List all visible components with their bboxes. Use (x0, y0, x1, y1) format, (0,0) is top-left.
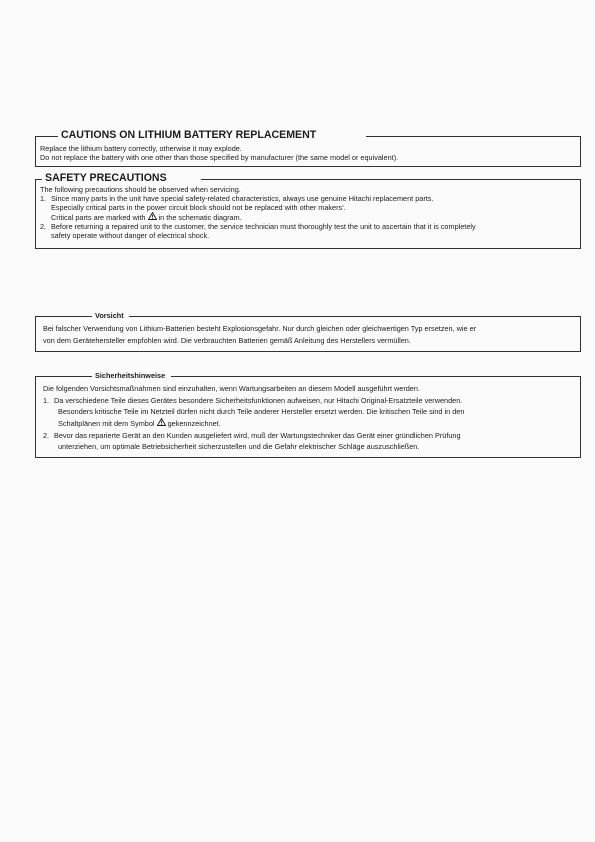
safety-item-1-line-1: Since many parts in the unit have special safety-related characteristics, always use genuine Hitachi replacement parts. (51, 194, 434, 203)
vorsicht-rule-left (35, 316, 93, 317)
sicherheitshinweise-item-1-line-3-post: gekennzeichnet. (167, 419, 221, 428)
sicherheitshinweise-item-1-line-3 (58, 418, 221, 430)
lithium-caution-rule-right (366, 136, 581, 137)
sicherheitshinweise-rule-right (171, 376, 581, 377)
vorsicht-line-2: von dem Gerätehersteller empfohlen wird. Die verbrauchten Batterien gemäß Anleitung des Herstellers vermüllen. (43, 336, 411, 345)
sicherheitshinweise-item-1-line-1: Da verschiedene Teile dieses Gerätes besondere Sicherheitsfunktionen aufweisen, nur Hitachi Original-Ersatzteile verwenden. (54, 396, 463, 405)
safety-item-1-line-3-post: in the schematic diagram. (158, 213, 242, 222)
sicherheitshinweise-item-2-line-2: unterziehen, um optimale Betriebsicherheit sicherzustellen und die Gefahr elektrischer Schläge auszuschließen. (58, 442, 420, 451)
safety-item-2-number: 2. (40, 222, 47, 231)
sicherheitshinweise-item-2-number: 2. (43, 431, 50, 440)
safety-item-2-line-1: Before returning a repaired unit to the customer, the service technician must thoroughly test the unit to ascertain that it is completely (51, 222, 476, 231)
sicherheitshinweise-intro: Die folgenden Vorsichtsmaßnahmen sind einzuhalten, wenn Wartungsarbeiten an diesem Modell ausgeführt werden. (43, 384, 420, 393)
warning-triangle-icon (157, 418, 166, 428)
vorsicht-line-1: Bei falscher Verwendung von Lithium-Batterien besteht Explosionsgefahr. Nur durch gleichen oder gleichwertigen Typ ersetzen, wie er (43, 324, 477, 333)
safety-intro: The following precautions should be observed when servicing. (40, 185, 241, 194)
safety-item-1-number: 1. (40, 194, 47, 203)
vorsicht-rule-right (129, 316, 581, 317)
safety-item-1-line-2: Especially critical parts in the power circuit block should not be replaced with other makers'. (51, 203, 346, 212)
lithium-caution-rule-left (35, 136, 59, 137)
sicherheitshinweise-item-1-line-3-pre: Schaltplänen mit dem Symbol (58, 419, 155, 428)
safety-item-2-line-2: safety operate without danger of electrical shock. (51, 231, 210, 240)
sicherheitshinweise-item-2-line-1: Bevor das reparierte Gerät an den Kunden ausgeliefert wird, muß der Wartungstechniker das Gerät einer gründlichen Prüfung (54, 431, 461, 440)
sicherheitshinweise-item-1-number: 1. (43, 396, 50, 405)
lithium-caution-line-1: Replace the lithium battery correctly, otherwise it may explode. (40, 144, 242, 153)
safety-rule-right (201, 179, 581, 180)
warning-triangle-icon (148, 212, 157, 222)
safety-item-1 (40, 194, 433, 203)
vorsicht-title: Vorsicht (92, 312, 127, 319)
lithium-caution-title: CAUTIONS ON LITHIUM BATTERY REPLACEMENT (58, 130, 319, 141)
safety-item-2 (40, 222, 476, 231)
safety-item-1-line-3 (51, 212, 242, 222)
sicherheitshinweise-title: Sicherheitshinweise (92, 372, 168, 379)
sicherheitshinweise-rule-left (35, 376, 93, 377)
safety-item-1-line-3-pre: Critical parts are marked with (51, 213, 146, 222)
safety-precautions-title: SAFETY PRECAUTIONS (42, 173, 170, 184)
lithium-caution-line-2: Do not replace the battery with one other than those specified by manufacturer (the same model or equivalent). (40, 153, 399, 162)
sicherheitshinweise-item-1-line-2: Besonders kritische Teile im Netzteil dürfen nicht durch Teile anderer Hersteller ersetzt werden. Die kritischen Teile sind in den (58, 407, 465, 416)
